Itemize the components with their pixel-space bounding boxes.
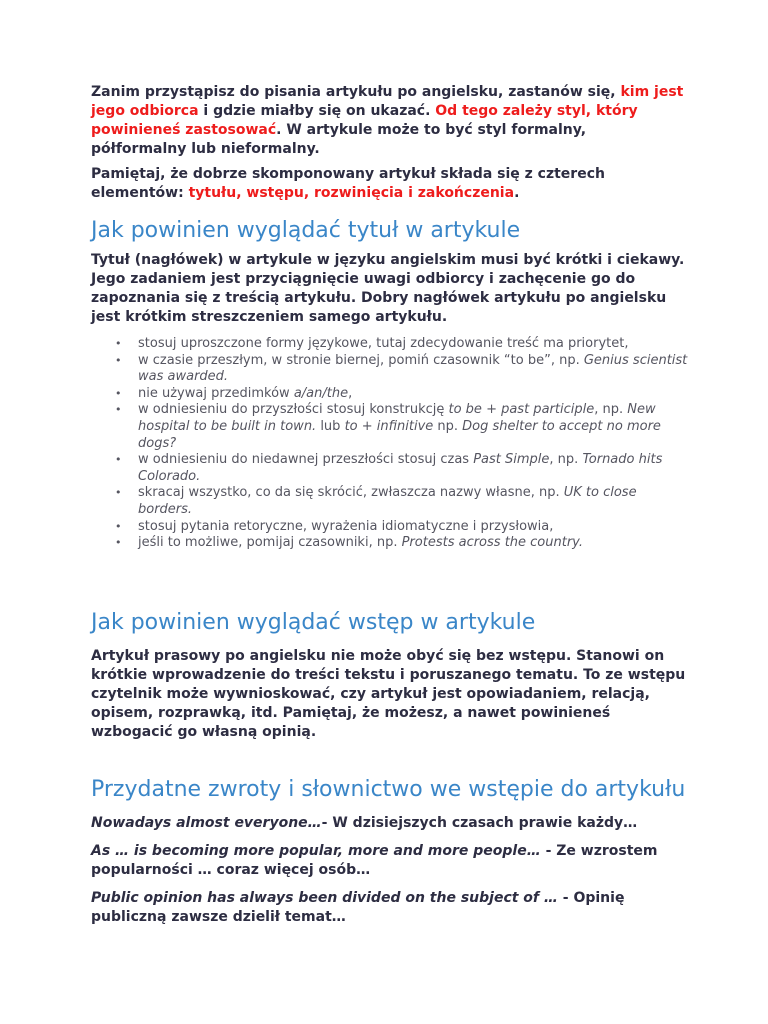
- list-item-text: w czasie przeszłym, w stronie biernej, pomiń czasownik “to be”, np.: [138, 352, 584, 368]
- bullet-icon: •: [115, 353, 122, 367]
- list-item: [91, 386, 691, 403]
- intro-text: i gdzie miałby się on ukazać.: [198, 103, 436, 119]
- intro-text: Zanim przystąpisz do pisania artykułu po angielsku, zastanów się,: [91, 84, 621, 100]
- list-item-text: stosuj uproszczone formy językowe, tutaj zdecydowanie treść ma priorytet,: [138, 336, 629, 351]
- phrase-item: [91, 814, 691, 833]
- example-text: Tornado hits Colorado.: [138, 452, 663, 484]
- list-item-text: w odniesieniu do przyszłości stosuj konstrukcję: [138, 402, 449, 418]
- intro-text: Pamiętaj, że dobrze skomponowany artykuł składa się z czterech elementów:: [91, 166, 605, 201]
- title-section-paragraph: Tytuł (nagłówek) w artykule w języku angielskim musi być krótki i ciekawy. Jego zadaniem jest przyciągnięcie uwagi odbiorcy i zachęcenie go do zapoznania się z treścią artykułu. Dobry nagłówek artykułu po angielsku jest krótkim streszczeniem samego artykułu.: [91, 252, 685, 325]
- phrase-polish: - Ze wzrostem popularności … coraz więcej osób…: [91, 842, 658, 878]
- intro-paragraph-1: [91, 83, 691, 159]
- list-item: [91, 353, 691, 386]
- phrases-list: [91, 814, 691, 927]
- list-item-text: lub: [316, 418, 345, 434]
- highlight-elements: tytułu, wstępu, rozwinięcia i zakończenia: [188, 185, 515, 201]
- list-item-text: ,: [348, 385, 353, 401]
- phrase-english: Public opinion has always been divided on the subject of …: [91, 889, 558, 906]
- list-item: [91, 485, 691, 518]
- bullet-icon: •: [115, 386, 122, 400]
- list-item: [91, 535, 691, 552]
- intro-paragraph-2: [91, 165, 691, 203]
- list-item-text: w odniesieniu do niedawnej przeszłości stosuj czas: [138, 452, 474, 468]
- example-text: Genius scientist was awarded.: [138, 352, 688, 385]
- list-item-text: jeśli to możliwe, pomijaj czasowniki, np.: [138, 535, 402, 551]
- bullet-icon: •: [115, 403, 122, 417]
- phrase-item: [91, 889, 691, 927]
- phrase-english: Nowadays almost everyone…: [91, 814, 322, 831]
- example-text: New hospital to be built in town.: [138, 402, 656, 434]
- list-item: [91, 402, 691, 452]
- list-item-text: , np.: [549, 452, 583, 468]
- bullet-icon: •: [115, 337, 122, 350]
- list-item: [91, 519, 691, 536]
- intro-text: półformalny lub nieformalny.: [91, 141, 320, 157]
- bullet-icon: •: [115, 519, 122, 533]
- list-item-text: , np.: [594, 402, 628, 418]
- phrase-polish: - Opinię publiczną zawsze dzielił temat…: [91, 889, 625, 925]
- phrase-item: [91, 842, 691, 880]
- example-text: to be + past participle: [448, 402, 595, 418]
- bullet-icon: •: [115, 486, 122, 500]
- list-item-text: np.: [433, 418, 463, 434]
- bullet-icon: •: [115, 536, 122, 550]
- heading-intro-section: Jak powinien wyglądać wstęp w artykule: [91, 609, 536, 635]
- list-item-text: stosuj pytania retoryczne, wyrażenia idiomatyczne i przysłowia,: [138, 518, 554, 534]
- intro-section-paragraph: Artykuł prasowy po angielsku nie może obyć się bez wstępu. Stanowi on krótkie wprowadzenie do treści tekstu i poruszanego tematu. To ze wstępu czytelnik może wywnioskować, czy artykuł jest opowiadaniem, relacją, opisem, rozprawką, itd. Pamiętaj, że możesz, a nawet powinieneś wzbogacić go własną opinią.: [91, 647, 686, 740]
- article-content: [91, 83, 691, 936]
- example-text: UK to close borders.: [138, 485, 637, 517]
- example-text: to + infinitive: [344, 418, 434, 434]
- phrase-polish: - W dzisiejszych czasach prawie każdy…: [321, 814, 638, 831]
- list-item-text: skracaj wszystko, co da się skrócić, zwłaszcza nazwy własne, np.: [138, 485, 564, 501]
- list-item-text: nie używaj przedimków: [138, 385, 294, 401]
- heading-phrases-section: Przydatne zwroty i słownictwo we wstępie do artykułu: [91, 776, 686, 802]
- bullet-icon: •: [115, 453, 122, 467]
- list-item: [91, 336, 691, 353]
- example-text: Past Simple: [473, 452, 550, 468]
- intro-text: .: [514, 185, 520, 201]
- example-text: Protests across the country.: [401, 535, 583, 551]
- example-text: Dog shelter to accept no more dogs?: [138, 418, 661, 451]
- intro-text: . W artykule może to być styl formalny,: [276, 122, 587, 138]
- heading-title-section: Jak powinien wyglądać tytuł w artykule: [91, 218, 521, 243]
- phrase-english: As … is becoming more popular, more and more people…: [91, 842, 541, 859]
- highlight-style: Od tego zależy styl, który powinieneś zastosować: [91, 103, 638, 138]
- example-text: a/an/the: [293, 385, 349, 401]
- list-item: [91, 452, 691, 485]
- highlight-audience: kim jest jego odbiorca: [91, 84, 684, 119]
- title-tips-list: [91, 336, 691, 552]
